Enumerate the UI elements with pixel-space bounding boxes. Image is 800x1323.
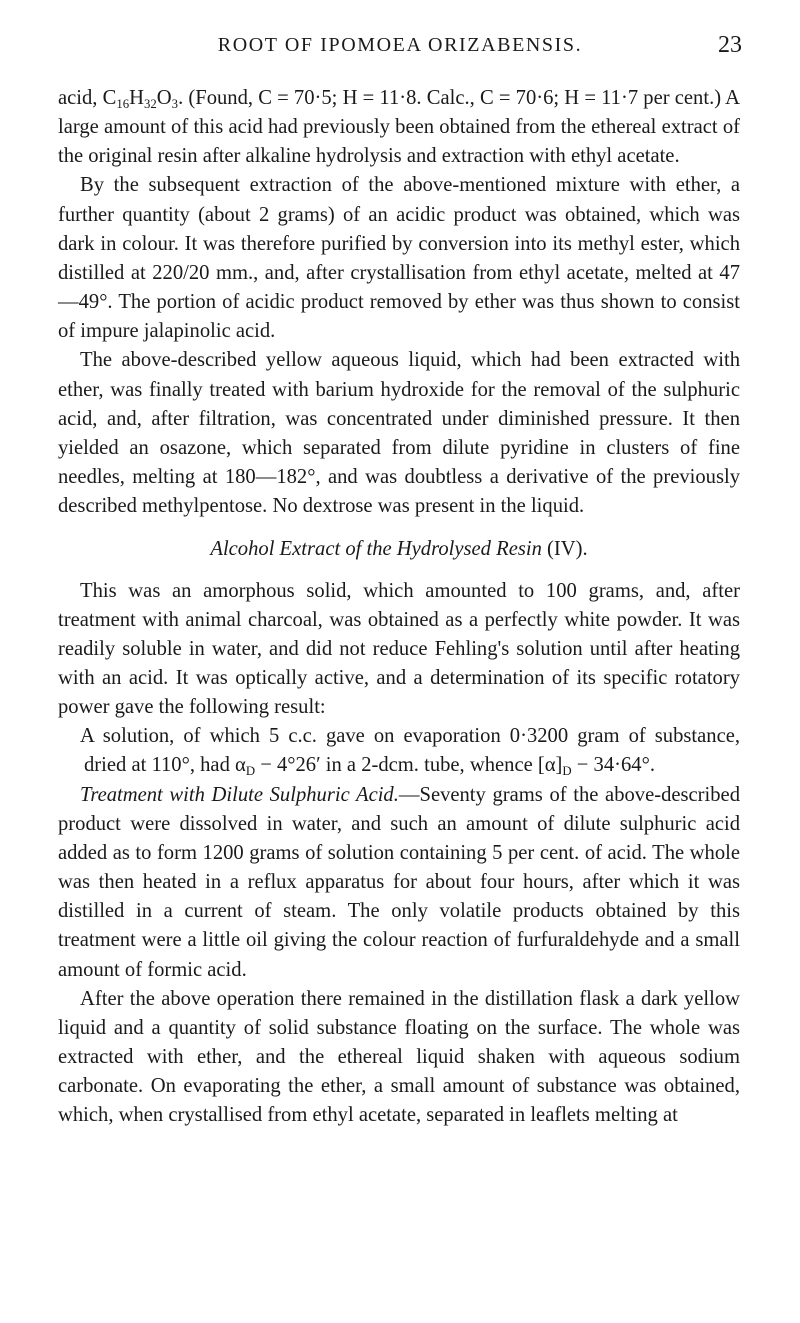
formula-c-sub: 16 <box>116 96 130 111</box>
p5-part-c: − 34·64°. <box>571 754 655 777</box>
chemical-formula <box>103 87 178 109</box>
formula-c: C <box>102 87 117 109</box>
paragraph-5 <box>58 722 740 780</box>
p5-sub-2: D <box>562 764 572 779</box>
p6-text: —Seventy grams of the above-described product were dissolved in water, and such an amount of dilute sulphuric acid added as to form 1200 grams of solution containing 5 per cent. of acid. The whole was then heated in a reflux apparatus for about four hours, after which it was distilled in a current of steam. The only volatile products obtained by this treatment were a little oil giving the colour reaction of furfuraldehyde and a small amount of formic acid. <box>58 783 740 981</box>
paragraph-4: This was an amorphous solid, which amounted to 100 grams, and, after treatment with animal charcoal, was obtained as a perfectly white powder. It was readily soluble in water, and did not reduce Fehling's solution until after heating with an acid. It was optically active, and a determination of its specific rotatory power gave the following result: <box>58 579 740 719</box>
p5-part-a: A solution, of which 5 c.c. gave on evaporation 0·3200 gram of substance, dried at 110°, had α <box>80 725 740 777</box>
paragraph-2: By the subsequent extraction of the above-mentioned mixture with ether, a further quantity (about 2 grams) of an acidic product was obtained, which was dark in colour. It was therefore purified by conversion into its methyl ester, which distilled at 220/20 mm., and, after crystallisation from ethyl acetate, melted at 47—49°. The portion of acidic product removed by ether was thus shown to consist of impure jalapinolic acid. <box>58 174 740 343</box>
paragraph-1 <box>58 84 740 171</box>
formula-h-sub: 32 <box>144 96 157 111</box>
paragraph-6 <box>58 781 740 985</box>
paragraph-3: The above-described yellow aqueous liquid, which had been extracted with ether, was finally treated with barium hydroxide for the removal of the sulphuric acid, and, after filtration, was concentrated under diminished pressure. It then yielded an osazone, which separated from dilute pyridine in clusters of fine needles, melting at 180—182°, and was doubtless a derivative of the previously described methylpentose. No dextrose was present in the liquid. <box>58 349 740 518</box>
subsection-title: Treatment with Dilute Sulphuric Acid. <box>80 783 399 806</box>
section-heading-title: Alcohol Extract of the Hydrolysed Resin <box>210 538 542 561</box>
formula-h: H <box>129 87 145 109</box>
p5-sub-1: D <box>245 764 256 779</box>
running-header <box>58 28 742 58</box>
formula-o: O <box>156 87 172 109</box>
body-text <box>58 84 740 1130</box>
formula-o-sub: 3 <box>171 96 179 111</box>
page-number: 23 <box>718 32 742 58</box>
section-heading <box>58 535 740 564</box>
p1-before: acid, <box>58 87 98 109</box>
p5-part-b: − 4°26′ in a 2-dcm. tube, whence [α] <box>255 754 563 777</box>
paragraph-7: After the above operation there remained in the distillation flask a dark yellow liquid and a quantity of solid substance floating on the surface. The whole was extracted with ether, and the ethereal liquid shaken with aqueous sodium carbonate. On evaporating the ether, a small amount of substance was obtained, which, when crystallised from ethyl acetate, separated in leaflets melting at <box>58 987 740 1127</box>
section-heading-number: (IV). <box>547 538 588 561</box>
running-title: ROOT OF IPOMOEA ORIZABENSIS. <box>217 34 583 56</box>
p1-after: . (Found, C = 70·5; H = 11·8. Calc., C = 70·6; H = 11·7 per cent.) A large amount of this acid had previously been obtained from the ethereal extract of the original resin after alkaline hydrolysis and extraction with ethyl acetate. <box>58 87 740 168</box>
